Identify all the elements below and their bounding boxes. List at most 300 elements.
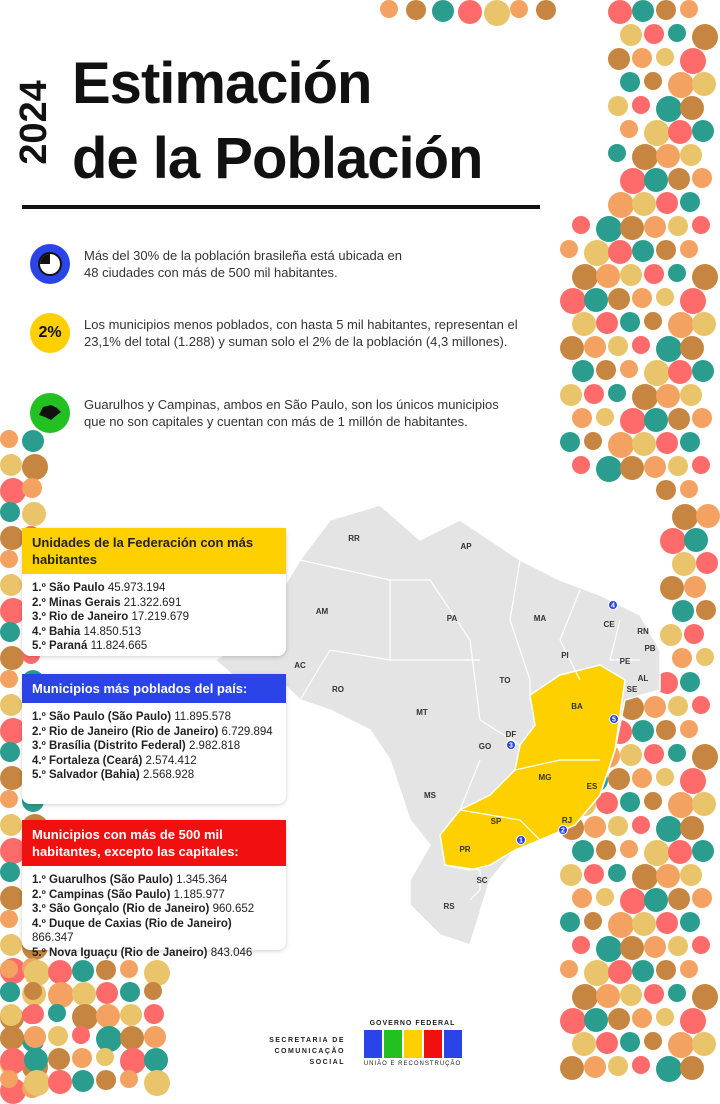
crowd-person [608,336,628,356]
crowd-person [0,862,20,882]
ranking-item [32,768,276,783]
fact-3 [30,393,520,433]
state-label-rj: RJ [561,816,573,825]
place-name: São Paulo [49,582,105,594]
rank: 3.º [32,740,46,752]
secretaria-logo [240,1035,345,1068]
crowd-person [572,360,594,382]
crowd-person [560,288,586,314]
crowd-person [0,670,18,688]
crowd-person [644,216,666,238]
crowd-person [584,1056,606,1078]
place-name: Minas Gerais [49,596,121,609]
page-title-line1: Estimación [72,51,372,116]
crowd-person [692,456,710,474]
crowd-person [656,192,678,214]
crowd-person [620,264,642,286]
secretaria-line1: SECRETARIA DE [269,1037,345,1044]
crowd-person [0,742,20,762]
svg-text:5: 5 [612,716,616,724]
state-label-mg: MG [538,773,552,782]
crowd-person [620,216,644,240]
crowd-person [608,240,632,264]
state-label-pe: PE [619,657,631,666]
city-marker-4 [609,601,618,610]
crowd-person [632,384,658,410]
crowd-person [692,696,710,714]
population-value: 17.219.679 [131,611,190,623]
crowd-person [0,766,24,790]
crowd-person [22,454,48,480]
card-federation-units [22,528,286,656]
state-label-ce: CE [603,620,615,629]
crowd-person [560,240,578,258]
crowd-person [680,816,704,840]
crowd-person [692,312,716,336]
crowd-person [48,1004,66,1022]
crowd-person [656,432,678,454]
state-label-sp: SP [490,817,502,826]
crowd-person [572,408,592,428]
state-label-pb: PB [644,644,656,653]
ranking-item [32,902,276,917]
ranking-item [32,873,276,888]
rank: 3.º [32,611,46,623]
svg-text:3: 3 [509,742,513,750]
place-name: Fortaleza (Ceará) [49,754,143,767]
crowd-person [692,24,718,50]
city-marker-3 [507,741,516,750]
population-value: 45.973.194 [107,582,166,594]
place-name: Duque de Caxias (Rio de Janeiro) [49,917,232,930]
crowd-person [668,168,690,190]
crowd-person [584,288,608,312]
city-marker-2 [559,826,568,835]
crowd-person [632,432,656,456]
ranking-item [32,917,276,946]
crowd-person [668,360,692,384]
rank: 1.º [32,582,46,594]
state-label-pi: PI [561,651,569,660]
crowd-person [620,72,640,92]
crowd-person [0,550,18,568]
crowd-person [684,624,704,644]
crowd-person [608,144,626,162]
crowd-person [656,960,676,980]
crowd-person [608,48,630,70]
crowd-person [596,1032,618,1054]
crowd-person [632,960,654,982]
crowd-person [620,24,642,46]
crowd-person [0,574,22,596]
crowd-person [0,694,22,716]
crowd-person [692,168,712,188]
population-value: 11.895.578 [174,711,231,723]
crowd-person [620,456,644,480]
crowd-person [608,1056,628,1076]
crowd-person [0,934,22,956]
crowd-person [572,1032,596,1056]
crowd-person [596,264,620,288]
crowd-person [656,384,680,408]
place-name: Guarulhos (São Paulo) [49,874,173,886]
crowd-person [584,432,602,450]
year-label: 2024 [12,79,55,165]
crowd-person [96,1004,120,1028]
rank: 4.º [32,754,46,767]
crowd-person [596,360,616,380]
crowd-person [572,984,598,1010]
crowd-person [644,24,664,44]
crowd-person [608,960,632,984]
city-marker-1 [517,836,526,845]
crowd-person [484,0,510,26]
crowd-person [560,336,584,360]
crowd-person [684,528,708,552]
crowd-person [656,288,674,306]
crowd-person [608,0,632,24]
card-most-populous-municipalities [22,674,286,804]
crowd-person [692,1032,716,1056]
crowd-person [584,1008,608,1032]
rank: 4.º [32,917,46,930]
rank: 2.º [32,725,46,738]
crowd-person [0,814,22,836]
state-label-se: SE [626,685,638,694]
population-value: 11.824.665 [90,640,148,652]
state-label-go: GO [478,742,492,751]
crowd-person [572,264,598,290]
crowd-person [632,96,650,114]
crowd-person [692,888,712,908]
fact-text: Más del 30% de la población brasileña está ubicada en 48 ciudades con más de 500 mil habitantes. [84,248,402,280]
svg-text:1: 1 [519,837,523,845]
crowd-person [668,408,690,430]
crowd-person [608,384,626,402]
crowd-person [144,1026,166,1048]
crowd-person [0,430,18,448]
crowd-person [620,984,642,1006]
crowd-person [680,960,698,978]
crowd-person [632,144,658,170]
crowd-person [120,1004,142,1026]
crowd-person [680,864,702,886]
ranking-item [32,754,276,769]
crowd-person [24,982,42,1000]
state-label-rs: RS [443,902,455,911]
crowd-person [680,288,706,314]
crowd-person [0,1004,22,1026]
ranking-item [32,725,276,740]
page-title-line2: de la Población [72,126,483,191]
pie-chart-icon [30,244,70,284]
crowd-person [668,24,686,42]
ranking-item [32,946,276,961]
crowd-person [572,216,590,234]
card-title: Unidades de la Federación con más habitantes [22,528,286,574]
crowd-person [560,1008,586,1034]
state-label-pr: PR [459,845,471,854]
crowd-person [0,790,18,808]
crowd-person [696,504,720,528]
crowd-person [560,1056,584,1080]
crowd-person [632,288,652,308]
state-label-al: AL [637,674,649,683]
crowd-person [644,360,670,386]
crowd-person [696,648,714,666]
crowd-person [620,360,638,378]
crowd-person [668,216,688,236]
crowd-person [608,192,634,218]
crowd-person [656,144,680,168]
ranking-item [32,888,276,903]
title-divider [22,205,540,209]
crowd-person [680,96,704,120]
crowd-person [560,960,578,978]
crowd-person [680,480,698,498]
crowd-person [644,456,666,478]
crowd-person [632,0,654,22]
crowd-person [48,1070,72,1094]
crowd-person [632,1056,650,1074]
crowd-person [0,910,18,928]
crowd-person [680,336,704,360]
crowd-person [608,432,634,458]
crowd-person [22,478,42,498]
crowd-person [692,360,714,382]
crowd-person [656,1008,674,1026]
rank: 3.º [32,903,46,915]
crowd-person [696,600,716,620]
state-label-ms: MS [424,791,436,800]
crowd-person [608,96,628,116]
crowd-person [560,384,582,406]
crowd-person [0,960,18,978]
state-label-pa: PA [446,614,458,623]
population-value: 843.046 [210,946,253,959]
crowd-person [656,96,682,122]
rank: 2.º [32,888,46,901]
crowd-person [668,120,692,144]
crowd-person [668,984,686,1002]
crowd-person [72,1048,92,1068]
crowd-person [692,840,714,862]
ranking-item [32,625,276,640]
place-name: Paraná [49,640,88,652]
crowd-person [644,312,662,330]
crowd-person [620,1032,640,1052]
crowd-person [536,0,556,20]
crowd-person [680,384,702,406]
card-title: Municipios con más de 500 mil habitantes, excepto las capitales: [22,820,286,866]
state-label-rr: RR [348,534,360,543]
crowd-person [0,982,20,1002]
ranking-item [32,581,276,596]
rank: 5.º [32,640,46,652]
crowd-person [596,312,618,334]
state-label-ap: AP [460,542,472,551]
crowd-person [644,408,668,432]
crowd-person [680,672,700,692]
crowd-person [620,120,638,138]
rank: 4.º [32,625,46,638]
crowd-person [680,192,700,212]
crowd-person [680,912,700,932]
crowd-person [72,982,96,1006]
crowd-person [656,1056,682,1082]
fact-text: Guarulhos y Campinas, ambos en São Paulo, son los únicos municipios que no son capitales y cuentan con más de 1 millón de habitantes. [84,397,499,429]
crowd-person [0,646,24,670]
crowd-person [680,144,702,166]
population-value: 21.322.691 [123,596,182,609]
crowd-person [22,430,44,452]
crowd-person [596,408,614,426]
crowd-person [0,526,24,550]
sao-paulo-state-icon [30,393,70,433]
crowd-person [692,264,718,290]
city-marker-5 [610,715,619,724]
crowd-person [120,1070,138,1088]
state-label-to: TO [499,676,511,685]
crowd-person [0,454,22,476]
crowd-person [644,168,668,192]
crowd-person [692,120,714,142]
crowd-person [48,1048,70,1070]
ranking-item [32,710,276,725]
crowd-person [644,120,670,146]
rank: 5.º [32,946,46,959]
crowd-person [680,0,698,18]
crowd-person [72,1070,94,1092]
crowd-person [24,1004,44,1024]
card-title: Municipios más poblados del país: [22,674,286,703]
population-value: 2.982.818 [188,740,241,752]
crowd-person [24,1070,50,1096]
crowd-person [0,502,20,522]
crowd-person [692,744,718,770]
crowd-person [644,264,664,284]
crowd-person [144,1004,164,1024]
crowd-person [668,1032,694,1058]
crowd-person [596,984,620,1008]
place-name: São Paulo (São Paulo) [49,711,172,723]
fact-text: Los municipios menos poblados, con hasta 5 mil habitantes, representan el 23,1% del total (1.288) y suman solo el 2% de la población (4,3 millones). [84,317,518,349]
place-name: São Gonçalo (Rio de Janeiro) [49,903,210,915]
crowd-person [680,240,698,258]
crowd-person [608,288,630,310]
place-name: Brasília (Distrito Federal) [49,740,186,752]
crowd-person [644,984,664,1004]
crowd-person [0,622,20,642]
state-label-rn: RN [637,627,649,636]
state-label-ba: BA [571,702,583,711]
place-name: Bahia [49,625,81,638]
crowd-person [680,768,706,794]
crowd-person [632,240,654,262]
crowd-person [96,1070,116,1090]
ranking-item [32,596,276,611]
state-label-es: ES [586,782,598,791]
governo-federal-logo: GOVERNO FEDERAL UNIÃO E RECONSTRUÇÃO [360,1020,465,1067]
fact-2 [30,313,530,353]
crowd-person [668,264,686,282]
ranking-item [32,610,276,625]
fact-1 [30,244,410,284]
crowd-person [458,0,482,24]
crowd-person [584,960,610,986]
population-value: 866.347 [32,932,74,944]
crowd-person [72,1026,90,1044]
crowd-person [620,168,646,194]
crowd-person [632,192,656,216]
crowd-person [96,982,118,1004]
place-name: Rio de Janeiro [49,611,129,623]
population-value: 6.729.894 [221,725,273,738]
rank: 5.º [32,769,46,781]
crowd-person [644,72,662,90]
crowd-person [120,1026,144,1050]
crowd-person [680,1056,704,1080]
crowd-person [632,336,650,354]
crowd-person [692,936,710,954]
state-label-df: DF [505,730,517,739]
secretaria-line2: COMUNICAÇÃO SOCIAL [274,1048,345,1066]
crowd-person [696,552,718,574]
crowd-person [406,0,426,20]
crowd-person [692,72,716,96]
crowd-person [656,0,676,20]
state-label-ro: RO [332,685,344,694]
crowd-person [24,1048,48,1072]
crowd-person [668,456,688,476]
crowd-person [668,72,694,98]
crowd-person [656,240,676,260]
crowd-person [596,456,622,482]
card-non-capital-municipalities [22,820,286,959]
percent-badge-icon: 2% [30,313,70,353]
rank: 2.º [32,596,46,609]
crowd-person [144,1070,170,1096]
crowd-person [510,0,528,18]
crowd-person [668,312,694,338]
crowd-person [584,240,610,266]
crowd-person [656,48,674,66]
rank: 1.º [32,711,46,723]
crowd-person [0,886,24,910]
crowd-person [380,0,398,18]
svg-text:2: 2 [561,827,565,835]
state-label-sc: SC [476,876,488,885]
crowd-person [620,312,640,332]
crowd-person [632,1008,652,1028]
population-value: 2.568.928 [142,769,195,781]
svg-text:4: 4 [611,602,615,610]
rank: 1.º [32,874,46,886]
population-value: 2.574.412 [145,754,197,767]
crowd-person [680,432,700,452]
brasil-logo-blocks [360,1030,465,1058]
crowd-person [680,1008,706,1034]
crowd-person [572,456,590,474]
crowd-person [0,1070,18,1088]
crowd-person [572,312,596,336]
population-value: 14.850.513 [83,625,142,638]
crowd-person [120,982,140,1002]
crowd-person [692,408,712,428]
state-label-am: AM [315,607,329,616]
place-name: Nova Iguaçu (Rio de Janeiro) [49,946,208,959]
ranking-item [32,639,276,654]
